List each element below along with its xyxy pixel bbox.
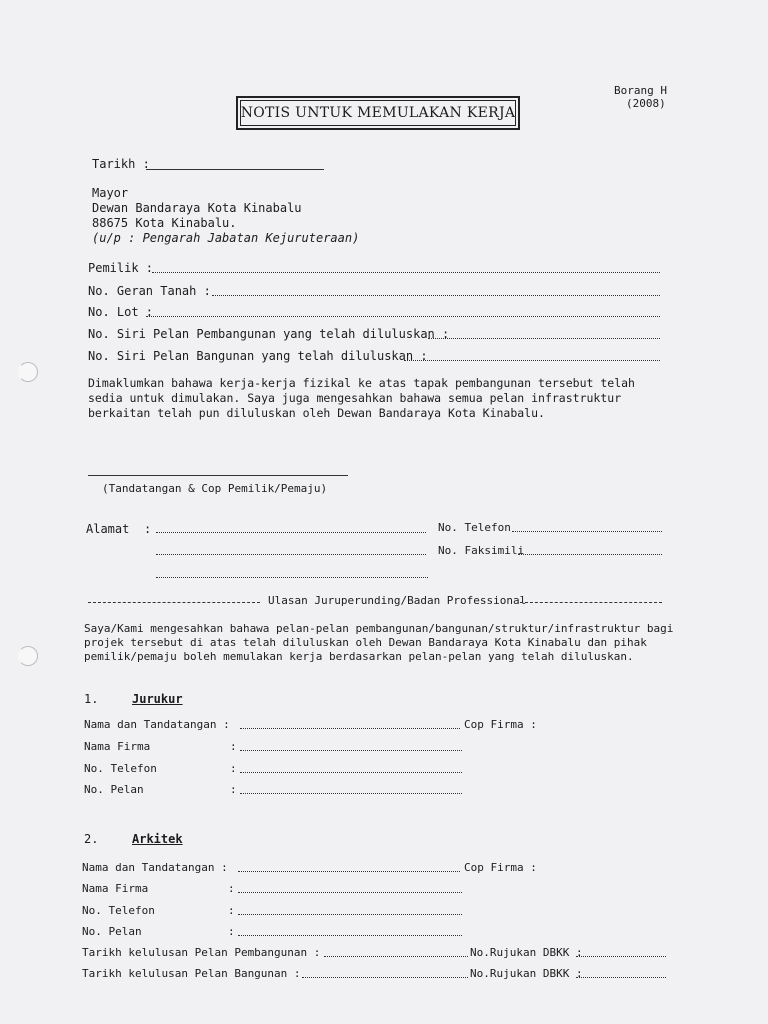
signature-caption: (Tandatangan & Cop Pemilik/Pemaju): [102, 482, 328, 495]
jurukur-firma-field[interactable]: [240, 750, 462, 751]
jurukur-firma-label: Nama Firma: [84, 740, 151, 753]
arkitek-kelulusan-bangunan-label: Tarikh kelulusan Pelan Bangunan :: [82, 967, 301, 980]
page-title-text: NOTIS UNTUK MEMULAKAN KERJA: [240, 105, 516, 121]
pemilik-field[interactable]: [152, 272, 660, 273]
arkitek-heading: Arkitek: [132, 832, 183, 846]
signature-line[interactable]: [88, 475, 348, 476]
address-line4: (u/p : Pengarah Jabatan Kejuruteraan): [92, 231, 360, 245]
pelan-pembangunan-field[interactable]: [428, 338, 660, 339]
faksimili-field[interactable]: [518, 554, 662, 555]
page-title: [236, 96, 520, 130]
form-code-line2: (2008): [626, 97, 666, 110]
arkitek-telefon-label: No. Telefon: [82, 904, 155, 917]
section-header: Ulasan Juruperunding/Badan Professional: [268, 594, 527, 607]
pemilik-label: Pemilik :: [88, 261, 154, 275]
jurukur-pelan-field[interactable]: [240, 793, 462, 794]
arkitek-kelulusan-pembangunan-field[interactable]: [324, 956, 468, 957]
alamat-colon: :: [144, 522, 152, 536]
alamat-label: Alamat: [86, 522, 130, 536]
arkitek-number: 2.: [84, 832, 99, 846]
jurukur-heading: Jurukur: [132, 692, 183, 706]
telefon-label: No. Telefon: [438, 521, 511, 534]
lot-field[interactable]: [146, 316, 660, 317]
form-code-line1: Borang H: [614, 84, 667, 97]
arkitek-rujukan-field-2[interactable]: [576, 977, 666, 978]
section-divider-right: [520, 602, 662, 603]
punch-hole-bottom: [18, 646, 38, 666]
arkitek-nama-field[interactable]: [238, 871, 460, 872]
alamat-field-2[interactable]: [156, 554, 426, 555]
arkitek-kelulusan-bangunan-field[interactable]: [302, 977, 468, 978]
punch-hole-top: [18, 362, 38, 382]
jurukur-nama-field[interactable]: [240, 728, 460, 729]
arkitek-pelan-colon: :: [228, 925, 235, 938]
geran-field[interactable]: [212, 295, 660, 296]
tarikh-field[interactable]: [146, 169, 324, 170]
arkitek-firma-colon: :: [228, 882, 235, 895]
address-line2: Dewan Bandaraya Kota Kinabalu: [92, 201, 302, 215]
jurukur-number: 1.: [84, 692, 99, 706]
pelan-bangunan-label: No. Siri Pelan Bangunan yang telah diluluskan :: [88, 349, 428, 363]
arkitek-rujukan-field-1[interactable]: [576, 956, 666, 957]
alamat-field-1[interactable]: [156, 532, 426, 533]
jurukur-pelan-label: No. Pelan: [84, 783, 144, 796]
geran-label: No. Geran Tanah :: [88, 284, 211, 298]
faksimili-label: No. Faksimili: [438, 544, 525, 557]
notice-paragraph: Dimaklumkan bahawa kerja-kerja fizikal ke atas tapak pembangunan tersebut telah sedia untuk dimulakan. Saya juga mengesahkan bahawa semua pelan infrastruktur berkaitan telah pun diluluskan oleh Dewan Bandaraya Kota Kinabalu.: [88, 376, 635, 420]
section-divider-left: [88, 602, 260, 603]
confirm-paragraph: Saya/Kami mengesahkan bahawa pelan-pelan pembangunan/bangunan/struktur/infrastruktur bagi projek tersebut di atas telah diluluskan oleh Dewan Bandaraya Kota Kinabalu dan pihak pemilik/pemaju boleh memulakan kerja berdasarkan pelan-pelan yang telah diluluskan.: [84, 622, 674, 663]
arkitek-nama-label: Nama dan Tandatangan :: [82, 861, 228, 874]
arkitek-cop-label: Cop Firma :: [464, 861, 537, 874]
arkitek-rujukan-label-2: No.Rujukan DBKK :: [470, 967, 583, 980]
jurukur-nama-label: Nama dan Tandatangan :: [84, 718, 230, 731]
arkitek-pelan-field[interactable]: [238, 935, 462, 936]
address-line1: Mayor: [92, 186, 129, 200]
arkitek-firma-field[interactable]: [238, 892, 462, 893]
pelan-bangunan-field[interactable]: [404, 360, 660, 361]
arkitek-firma-label: Nama Firma: [82, 882, 149, 895]
jurukur-telefon-field[interactable]: [240, 772, 462, 773]
address-line3: 88675 Kota Kinabalu.: [92, 216, 237, 230]
jurukur-firma-colon: :: [230, 740, 237, 753]
jurukur-cop-label: Cop Firma :: [464, 718, 537, 731]
pelan-pembangunan-label: No. Siri Pelan Pembangunan yang telah diluluskan :: [88, 327, 450, 341]
arkitek-telefon-colon: :: [228, 904, 235, 917]
arkitek-kelulusan-pembangunan-label: Tarikh kelulusan Pelan Pembangunan :: [82, 946, 321, 959]
arkitek-pelan-label: No. Pelan: [82, 925, 142, 938]
alamat-field-3[interactable]: [156, 577, 428, 578]
tarikh-label: Tarikh :: [92, 157, 150, 171]
arkitek-rujukan-label-1: No.Rujukan DBKK :: [470, 946, 583, 959]
telefon-field[interactable]: [512, 531, 662, 532]
jurukur-telefon-label: No. Telefon: [84, 762, 157, 775]
lot-label: No. Lot :: [88, 305, 154, 319]
jurukur-pelan-colon: :: [230, 783, 237, 796]
arkitek-telefon-field[interactable]: [238, 914, 462, 915]
jurukur-telefon-colon: :: [230, 762, 237, 775]
